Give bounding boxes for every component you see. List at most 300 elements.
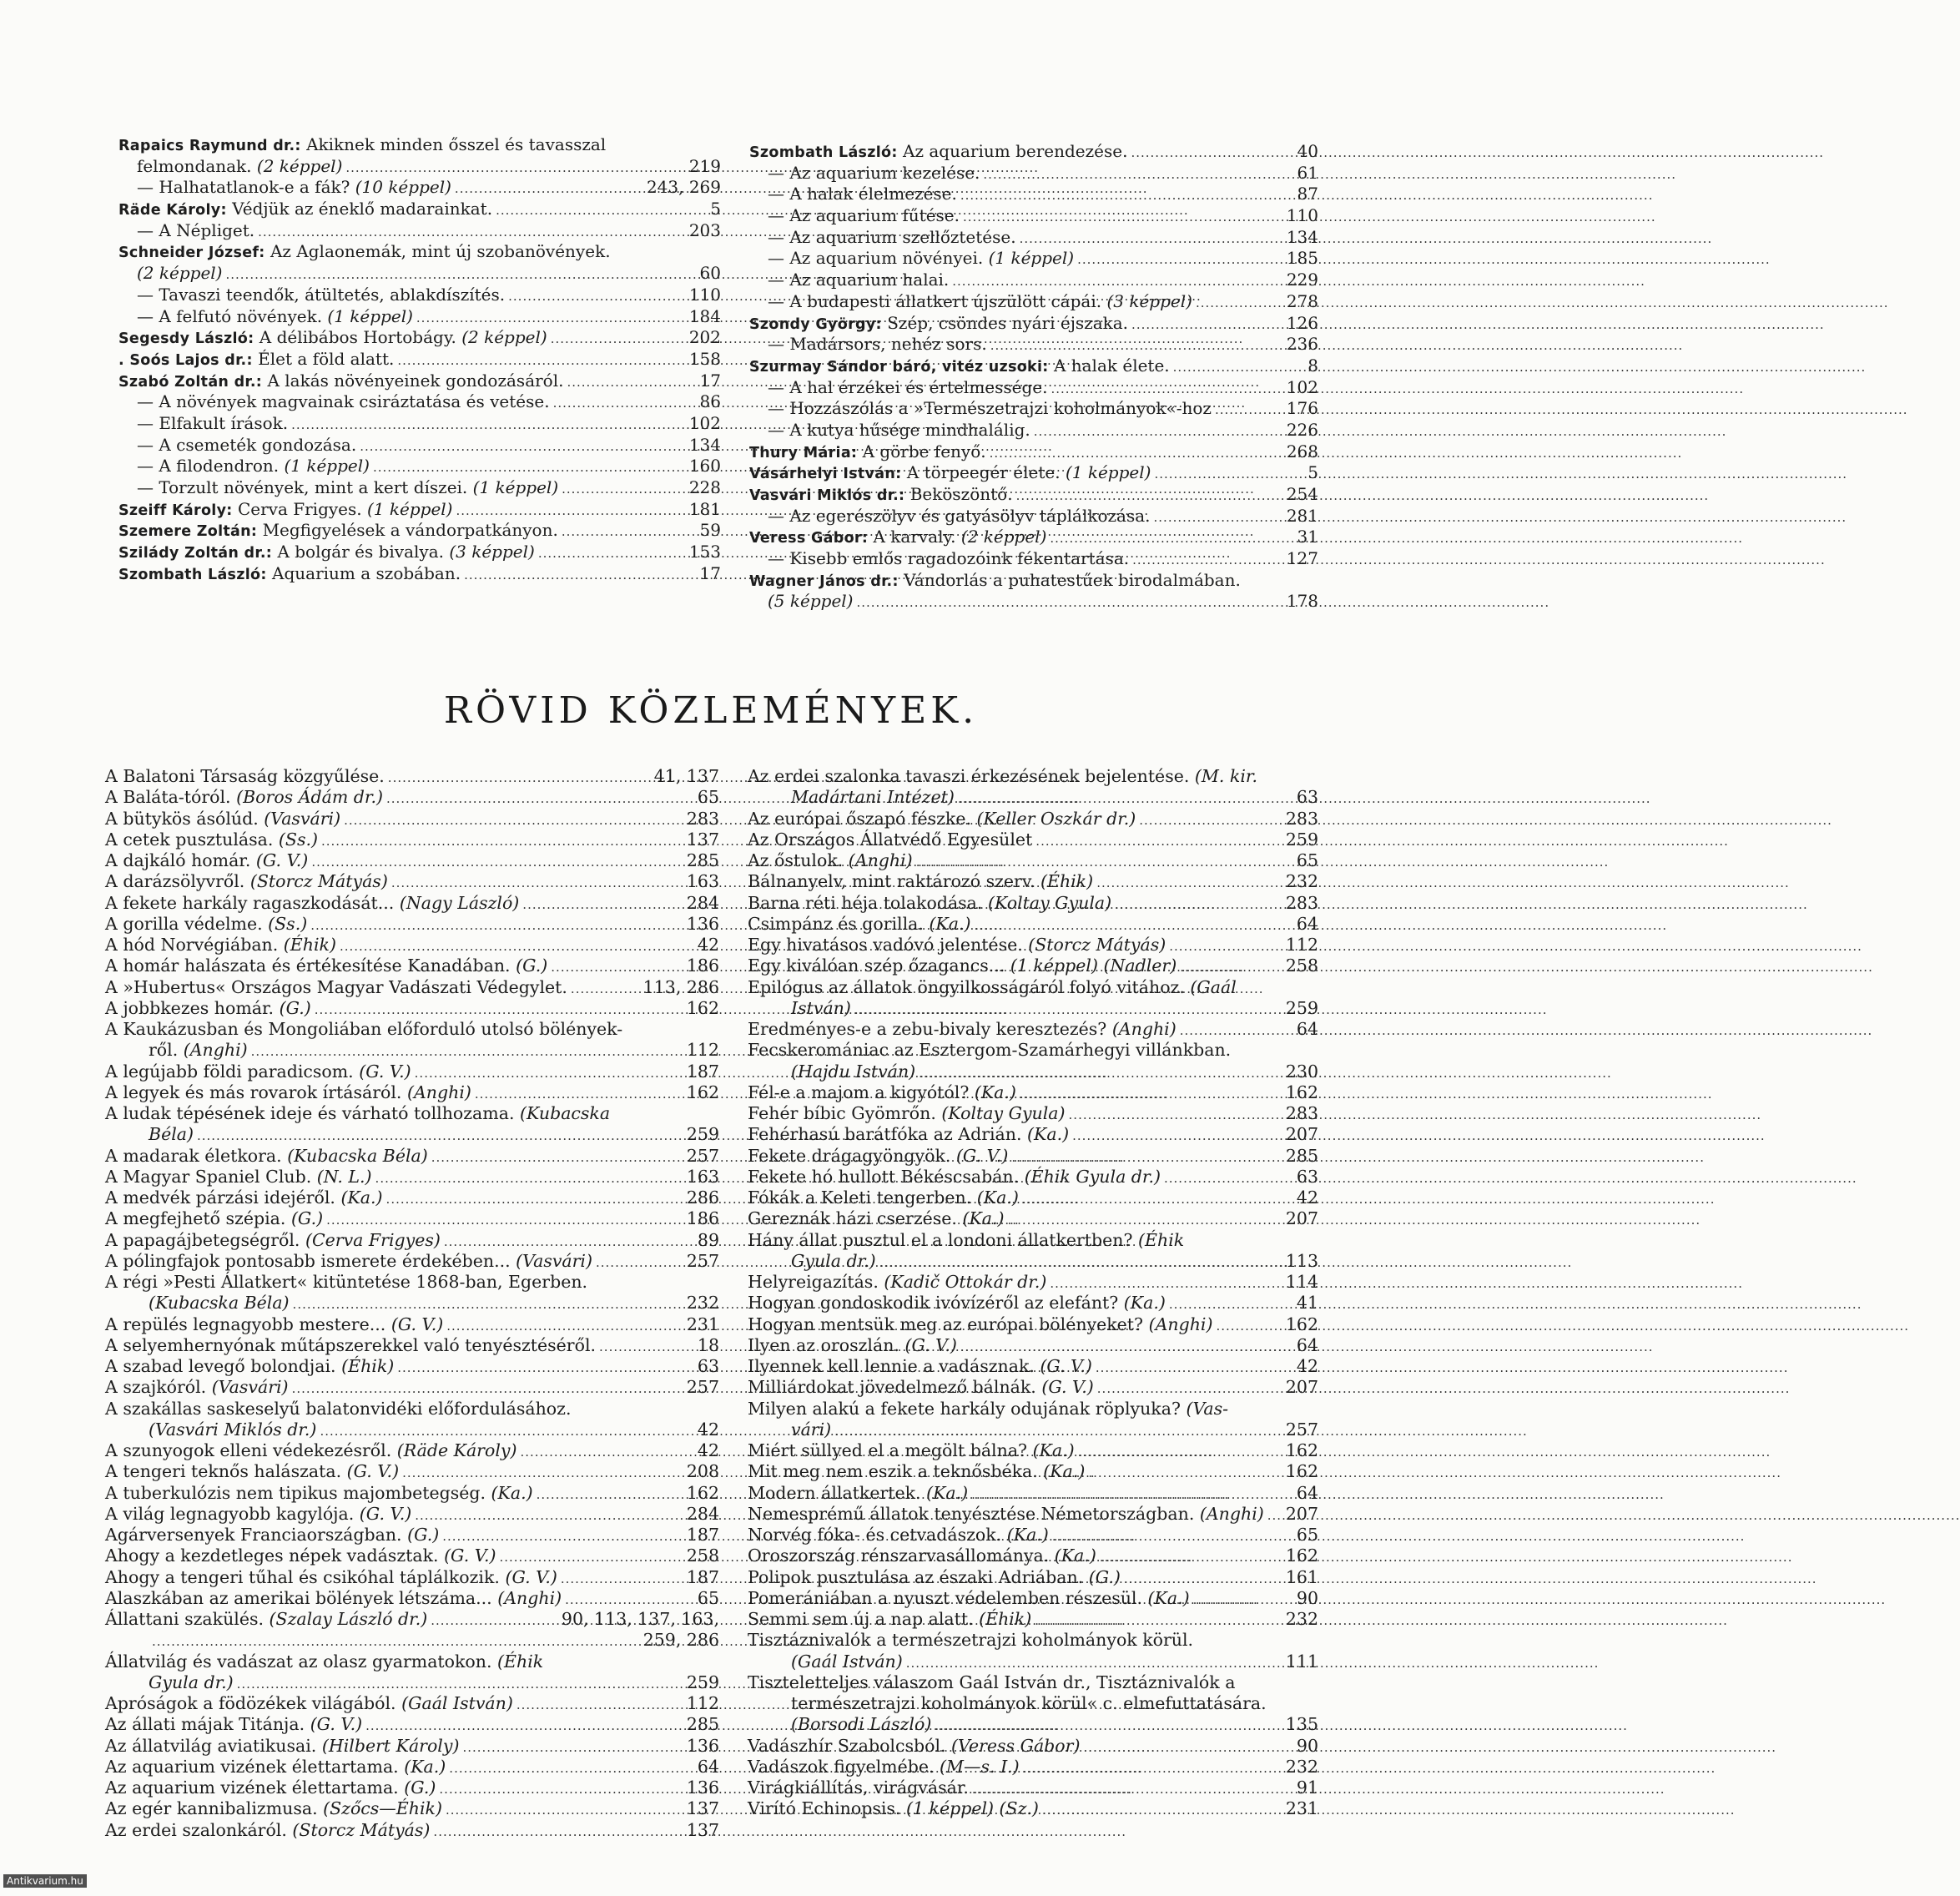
- index-entry: [118, 435, 721, 456]
- index-entry: [105, 914, 719, 935]
- entry-note: vári): [791, 1419, 832, 1440]
- entry-title: Oroszország rénszarvasállománya.: [748, 1546, 1050, 1566]
- entry-note: (Éhik): [1040, 871, 1094, 892]
- index-entry: [749, 484, 1318, 506]
- dot-leader: [340, 936, 694, 957]
- entry-title: A hód Norvégiában.: [105, 935, 279, 955]
- entry-pages: 257: [686, 1377, 719, 1398]
- entry-pages: 259: [686, 1672, 719, 1692]
- entry-pages: 63: [1296, 787, 1318, 808]
- index-entry: [105, 893, 719, 914]
- entry-title: Megfigyelések a vándorpatkányon.: [262, 520, 558, 541]
- entry-pages: 90: [1296, 1587, 1318, 1608]
- entry-pages: 153: [688, 542, 721, 562]
- index-entry: [749, 441, 1318, 463]
- index-entry: [749, 548, 1318, 570]
- entry-note: (1 képpel): [327, 305, 413, 326]
- entry-pages: 162: [686, 997, 719, 1018]
- entry-note: (10 képpel): [355, 177, 451, 198]
- entry-pages: 64: [1296, 1019, 1318, 1039]
- entry-pages: 65: [697, 787, 719, 808]
- entry-title: Milliárdokat jövedelmező bálnák.: [748, 1377, 1036, 1398]
- entry-pages: 41, 137: [653, 766, 719, 786]
- entry-note: (Vasvári): [264, 808, 341, 829]
- entry-title: Virító Echinopsis.: [748, 1798, 901, 1819]
- index-entry: [105, 1483, 719, 1504]
- entry-title: Vadászhír Szabolcsból.: [748, 1735, 946, 1756]
- entry-pages: 162: [1285, 1314, 1318, 1334]
- entry-note: (Anghi): [406, 1082, 471, 1102]
- index-entry: [118, 177, 721, 199]
- dot-leader: [972, 1779, 1293, 1800]
- index-entry: [749, 462, 1318, 484]
- entry-title: A medvék párzási idejéről.: [105, 1188, 335, 1208]
- entry-title: Vándorlás a puhatestűek birodalmában.: [904, 569, 1241, 590]
- entry-pages: 162: [686, 1082, 719, 1102]
- entry-note: (Gaál István): [401, 1693, 513, 1713]
- entry-title: — A hal érzékei és értelmessége.: [768, 376, 1048, 397]
- entry-title: A megfejhető szépia.: [105, 1208, 286, 1229]
- index-entry: [118, 199, 721, 220]
- entry-title: felmondanak.: [137, 155, 252, 176]
- dot-leader: [1023, 1758, 1282, 1779]
- entry-note: Madártani Intézet): [791, 787, 955, 808]
- dot-leader: [499, 1547, 683, 1568]
- entry-note: (1 képpel): [367, 498, 453, 519]
- index-entry: [749, 227, 1318, 249]
- entry-pages: 202: [688, 327, 721, 348]
- dot-leader: [1180, 1021, 1293, 1041]
- entry-note: (1 képpel): [472, 477, 559, 497]
- entry-note: (Ka.): [491, 1482, 533, 1503]
- entry-pages: 257: [1285, 1419, 1318, 1440]
- entry-note: (1 képpel): [988, 248, 1075, 269]
- entry-note: (Vasvári): [516, 1250, 592, 1271]
- entry-pages: 136: [686, 1735, 719, 1756]
- dot-leader: [538, 543, 686, 565]
- entry-note: (Anghi): [497, 1587, 562, 1608]
- dot-leader: [1077, 250, 1283, 271]
- entry-pages: 64: [697, 1756, 719, 1777]
- entry-pages: 65: [1296, 1525, 1318, 1545]
- index-entry: [105, 977, 719, 998]
- entry-title: A tuberkulózis nem tipikus majombetegség.: [105, 1482, 486, 1503]
- dot-leader: [551, 329, 686, 350]
- entry-pages: 187: [686, 1566, 719, 1587]
- entry-title: A pólingfajok pontosabb ismerete érdekében...: [105, 1250, 511, 1271]
- entry-note: (Storcz Mátyás): [1028, 935, 1166, 955]
- index-entry: [105, 1040, 719, 1061]
- dot-leader: [960, 185, 1294, 207]
- entry-title: Fekete hó hullott Békéscsabán.: [748, 1166, 1020, 1187]
- entry-title: A karvaly.: [873, 527, 956, 547]
- index-entry: [105, 1461, 719, 1482]
- section-heading: RÖVID KÖZLEMÉNYEK.: [443, 689, 979, 732]
- dot-leader: [449, 1758, 694, 1779]
- entry-pages: 259, 286: [642, 1630, 719, 1651]
- index-entry: [105, 787, 719, 808]
- dot-leader: [562, 479, 686, 501]
- dot-leader: [1215, 400, 1283, 421]
- index-entry: [105, 998, 719, 1019]
- entry-title: A darázsölyvről.: [105, 871, 245, 892]
- entry-title: Az Országos Állatvédő Egyesület: [748, 829, 1033, 850]
- entry-pages: 137: [686, 1798, 719, 1819]
- entry-note: (G. V.): [1040, 1356, 1092, 1376]
- index-entry: [118, 263, 721, 285]
- index-entry: [118, 134, 721, 156]
- entry-note: (Anghi): [1148, 1314, 1213, 1334]
- dot-leader: [431, 1611, 558, 1631]
- dot-leader: [1216, 1316, 1282, 1337]
- entry-pages: 114: [1285, 1272, 1318, 1292]
- dot-leader: [522, 895, 683, 915]
- index-entry: [748, 1208, 1318, 1229]
- entry-note: (Ss.): [268, 913, 308, 934]
- entry-title: Akiknek minden ősszel és tavasszal: [306, 134, 607, 154]
- index-entry: [118, 563, 721, 585]
- entry-note: (Éhik Gyula dr.): [1024, 1166, 1161, 1187]
- dot-leader: [879, 1253, 1282, 1273]
- index-entry: [748, 1230, 1318, 1251]
- entry-note: (Vas-: [1186, 1398, 1229, 1419]
- entry-note: (M—s. I.): [940, 1756, 1020, 1777]
- entry-note: (Veress Gábor): [951, 1735, 1081, 1756]
- entry-pages: 126: [1286, 312, 1318, 333]
- entry-title: Aquarium a szobában.: [272, 562, 461, 583]
- dot-leader: [310, 915, 683, 936]
- index-entry: [105, 1714, 719, 1735]
- entry-title: A dajkáló homár.: [105, 850, 251, 870]
- entry-title: Állattani szakülés.: [105, 1609, 265, 1629]
- entry-note: (Ka.): [1123, 1293, 1166, 1314]
- entry-pages: 284: [686, 1503, 719, 1524]
- entry-pages: 42: [697, 1440, 719, 1460]
- dot-leader: [462, 1737, 683, 1758]
- dot-leader: [237, 1674, 683, 1695]
- index-entry: [118, 349, 721, 371]
- index-entry: [105, 1609, 719, 1630]
- dot-leader: [1083, 1737, 1292, 1758]
- index-entry: [748, 1251, 1318, 1272]
- entry-note: (Ka.): [926, 1482, 969, 1503]
- index-entry: [748, 1440, 1318, 1461]
- index-entry: [105, 1103, 719, 1124]
- index-entry: [749, 591, 1318, 613]
- dot-leader: [291, 415, 686, 436]
- entry-title: A »Hubertus« Országos Magyar Vadászati Védegylet.: [105, 976, 567, 997]
- entry-pages: 63: [697, 1356, 719, 1376]
- entry-note: Gyula dr.): [149, 1672, 234, 1692]
- entry-title: Alaszkában az amerikai bölények létszáma...: [105, 1587, 492, 1608]
- dot-leader: [1154, 507, 1283, 529]
- index-entry: [118, 220, 721, 242]
- dot-leader: [1169, 936, 1282, 957]
- entry-author: Szurmay Sándor báró, vitéz uzsoki:: [749, 358, 1049, 376]
- index-entry: [105, 1019, 719, 1040]
- index-entry: [748, 787, 1318, 808]
- entry-title: A repülés legnagyobb mestere...: [105, 1314, 386, 1334]
- entry-pages: 259: [686, 1124, 719, 1145]
- entry-title: Nemesprémű állatok tenyésztése Németországban.: [748, 1503, 1195, 1524]
- entry-title: A halak élete.: [1053, 355, 1170, 376]
- entry-note: István): [791, 997, 851, 1018]
- entry-pages: 160: [688, 456, 721, 477]
- index-entry: [748, 1672, 1318, 1693]
- entry-pages: 232: [686, 1293, 719, 1314]
- dot-leader: [1069, 1105, 1282, 1126]
- dot-leader: [516, 1695, 683, 1716]
- entry-note: (Storcz Mátyás): [292, 1819, 431, 1840]
- entry-note: (G.): [290, 1208, 324, 1229]
- entry-pages: 102: [688, 412, 721, 433]
- entry-title: Cerva Frigyes.: [237, 498, 362, 519]
- entry-pages: 186: [686, 1208, 719, 1229]
- entry-title: A cetek pusztulása.: [105, 829, 274, 850]
- entry-title: A selyemhernyónak műtápszerekkel való tenyésztéséről.: [105, 1334, 597, 1355]
- entry-title: A fekete harkály ragaszkodását...: [105, 892, 395, 913]
- dot-leader: [1196, 293, 1283, 315]
- entry-title: természetrajzi koholmányok körül« c. elmefuttatására.: [791, 1693, 1267, 1713]
- entry-title: Pomerániában a nyuszt védelemben részesül.: [748, 1587, 1142, 1608]
- index-entry: [748, 956, 1318, 976]
- dot-leader: [311, 852, 683, 873]
- entry-title: A szabad levegő bolondjai.: [105, 1356, 336, 1376]
- entry-title: — Az aquarium szellőztetése.: [768, 226, 1016, 247]
- index-entry: [118, 156, 721, 178]
- entry-title: A madarak életkora.: [105, 1145, 282, 1166]
- dot-leader: [386, 1189, 683, 1210]
- entry-title: A Magyar Spaniel Club.: [105, 1166, 312, 1187]
- dot-leader: [952, 271, 1283, 293]
- entry-note: (1 képpel) (Nadler): [1010, 956, 1177, 976]
- entry-pages: 162: [1285, 1082, 1318, 1102]
- dot-leader: [1078, 1442, 1282, 1463]
- entry-note: (Anghi): [1111, 1019, 1177, 1039]
- dot-leader: [345, 158, 685, 179]
- dot-leader: [416, 308, 686, 330]
- entry-note: (Ka.): [976, 1188, 1019, 1208]
- index-entry: [105, 1188, 719, 1208]
- index-entry: [105, 956, 719, 976]
- dot-leader: [197, 1126, 683, 1147]
- entry-title: Beköszöntő.: [909, 484, 1013, 504]
- entry-note: (2 képpel): [137, 263, 223, 284]
- entry-title: Milyen alakú a fekete harkály odujának röplyuka?: [748, 1398, 1181, 1419]
- index-entry: [105, 1630, 719, 1651]
- dot-leader: [456, 501, 685, 522]
- entry-note: (Szalay László dr.): [269, 1609, 428, 1629]
- entry-pages: 63: [1296, 1166, 1318, 1187]
- entry-note: (G.): [516, 956, 548, 976]
- entry-title: Állatvilág és vadászat az olasz gyarmatokon.: [105, 1651, 492, 1672]
- index-entry: [748, 1757, 1318, 1778]
- entry-title: A gorilla védelme.: [105, 913, 263, 934]
- entry-pages: 134: [688, 434, 721, 455]
- entry-note: (Ka.): [962, 1208, 1005, 1229]
- index-entry: [749, 356, 1318, 377]
- dot-leader: [225, 265, 696, 286]
- entry-note: (Borsodi László): [791, 1714, 932, 1735]
- entry-title: Virágkiállítás, virágvásár.: [748, 1778, 969, 1798]
- entry-pages: 31: [1297, 527, 1318, 547]
- index-entry: [748, 1630, 1318, 1651]
- entry-title: — Az egerészölyv és gatyásölyv táplálkozása.: [768, 505, 1151, 526]
- entry-pages: 113, 286: [642, 976, 719, 997]
- index-entry: [118, 327, 721, 349]
- index-entry: [748, 893, 1318, 914]
- entry-title: A világ legnagyobb kagylója.: [105, 1503, 355, 1524]
- entry-note: (G.): [407, 1525, 440, 1545]
- index-entry: [105, 1293, 719, 1314]
- index-entry: [749, 420, 1318, 441]
- entry-title: Ilyen az oroszlán.: [748, 1334, 899, 1355]
- entry-pages: 186: [686, 956, 719, 976]
- entry-pages: 285: [686, 1714, 719, 1735]
- entry-pages: 137: [686, 1819, 719, 1840]
- entry-pages: 258: [686, 1546, 719, 1566]
- entry-pages: 281: [1286, 505, 1318, 526]
- entry-author: Schneider József:: [118, 245, 265, 262]
- index-entry: [105, 1567, 719, 1588]
- entry-pages: 41: [1296, 1293, 1318, 1314]
- index-entry: [748, 1019, 1318, 1040]
- entry-note: (Gaál István): [791, 1651, 903, 1672]
- dot-leader: [152, 1631, 640, 1652]
- entry-note: (Keller Oszkár dr.): [976, 808, 1136, 829]
- entry-pages: 158: [688, 348, 721, 369]
- entry-note: (3 képpel): [1106, 290, 1192, 311]
- dot-leader: [567, 372, 696, 394]
- entry-pages: 208: [686, 1461, 719, 1482]
- entry-title: Az őstulok.: [748, 850, 844, 870]
- dot-leader: [561, 1569, 683, 1590]
- entry-pages: 5: [1308, 462, 1318, 483]
- entry-note: (Boros Ádám dr.): [236, 787, 383, 808]
- entry-pages: 18: [697, 1334, 719, 1355]
- entry-pages: 110: [1286, 205, 1318, 226]
- entry-author: Vasvári Miklós dr.:: [749, 487, 905, 504]
- entry-pages: 232: [1285, 1756, 1318, 1777]
- entry-title: Ahogy a kezdetleges népek vadásztak.: [105, 1546, 439, 1566]
- index-entry: [748, 935, 1318, 956]
- index-entry: [748, 1293, 1318, 1314]
- entry-pages: 232: [1285, 1609, 1318, 1629]
- index-entry: [748, 1399, 1318, 1419]
- entry-pages: 257: [686, 1145, 719, 1166]
- entry-pages: 60: [699, 263, 721, 284]
- entry-pages: 163: [686, 1166, 719, 1187]
- dot-leader: [1050, 1273, 1282, 1294]
- entry-note: (Éhik): [283, 935, 336, 955]
- entry-pages: 181: [688, 498, 721, 519]
- dot-leader: [562, 522, 697, 543]
- entry-title: Élet a föld alatt.: [258, 348, 395, 369]
- entry-title: A Kaukázusban és Mongoliában előforduló utolsó bölények-: [105, 1019, 623, 1039]
- index-entry: [748, 914, 1318, 935]
- dot-leader: [919, 1063, 1282, 1084]
- entry-pages: 42: [697, 935, 719, 955]
- index-entry: [748, 1525, 1318, 1546]
- entry-title: — A csemeték gondozása.: [137, 434, 357, 455]
- entry-note: (Vasvári): [211, 1377, 289, 1398]
- index-entry: [748, 850, 1318, 871]
- short-notes-left-column: [105, 766, 719, 1841]
- entry-author: Räde Károly:: [118, 202, 227, 219]
- dot-leader: [375, 1168, 683, 1189]
- entry-pages: 102: [1286, 376, 1318, 397]
- index-entry: [105, 1356, 719, 1377]
- dot-leader: [446, 1316, 683, 1337]
- entry-note: (Ka.): [1043, 1461, 1086, 1482]
- entry-title: Az egér kannibalizmusa.: [105, 1798, 318, 1819]
- entry-pages: 90: [1296, 1735, 1318, 1756]
- index-entry: [105, 1208, 719, 1229]
- dot-leader: [599, 1337, 694, 1358]
- entry-pages: 185: [1286, 248, 1318, 269]
- entry-title: Apróságok a födözékek világából.: [105, 1693, 396, 1713]
- index-entry: [749, 248, 1318, 270]
- index-entry: [105, 1251, 719, 1272]
- entry-pages: 207: [1285, 1503, 1318, 1524]
- dot-leader: [475, 1084, 683, 1105]
- index-entry: [105, 1335, 719, 1356]
- index-entry: [749, 270, 1318, 291]
- entry-note: (Ss.): [278, 829, 318, 850]
- entry-title: Tiszteletteljes válaszom Gaál István dr., Tisztáznivalók a: [748, 1672, 1236, 1692]
- index-entry: [749, 527, 1318, 548]
- index-entry: [118, 542, 721, 563]
- index-entry: [105, 830, 719, 850]
- index-entry: [105, 1778, 719, 1798]
- index-entry: [748, 1040, 1318, 1061]
- dot-leader: [856, 592, 1282, 614]
- entry-note: (G. V.): [505, 1566, 557, 1587]
- entry-note: (Kubacska Béla): [287, 1145, 428, 1166]
- index-entry: [749, 377, 1318, 399]
- entry-title: Modern állatkertek.: [748, 1482, 921, 1503]
- entry-title: A Balatoni Társaság közgyűlése.: [105, 766, 385, 786]
- dot-leader: [906, 1653, 1282, 1674]
- index-entry: [748, 1504, 1318, 1525]
- entry-title: A legújabb földi paradicsom.: [105, 1061, 354, 1082]
- entry-author: Szombath László:: [749, 144, 898, 161]
- index-entry: [105, 850, 719, 871]
- entry-title: A homár halászata és értékesítése Kanadában.: [105, 956, 511, 976]
- index-entry: [748, 1736, 1318, 1757]
- index-entry: [748, 1167, 1318, 1188]
- dot-leader: [1016, 486, 1283, 507]
- entry-title: — Elfakult írások.: [137, 412, 289, 433]
- entry-pages: 259: [1285, 829, 1318, 850]
- entry-note: Béla): [149, 1124, 194, 1145]
- index-entry: [749, 313, 1318, 335]
- entry-note: (Ka.): [1147, 1587, 1190, 1608]
- entry-title: Egy kiválóan szép őzagancs...: [748, 956, 1005, 976]
- dot-leader: [1115, 895, 1282, 915]
- dot-leader: [971, 1485, 1293, 1505]
- entry-title: Az Aglaonemák, mint új szobanövények.: [270, 241, 611, 262]
- index-entry: [105, 935, 719, 956]
- dot-leader: [854, 1000, 1282, 1021]
- dot-leader: [444, 1232, 694, 1253]
- entry-title: — A halak élelmezése.: [768, 184, 957, 204]
- index-entry: [118, 456, 721, 477]
- entry-title: Ilyennek kell lennie a vadásznak.: [748, 1356, 1035, 1376]
- index-entry: [105, 1757, 719, 1778]
- index-entry: [748, 830, 1318, 850]
- dot-leader: [391, 873, 683, 894]
